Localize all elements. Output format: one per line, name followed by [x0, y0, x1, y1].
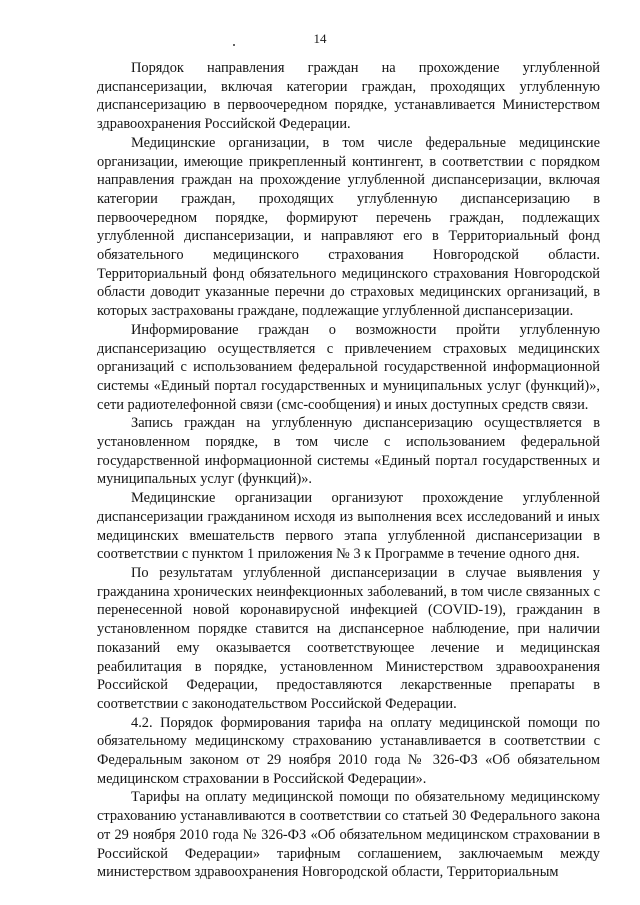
page-number: 14 — [313, 31, 327, 46]
scan-artifact-dot — [233, 44, 235, 46]
paragraph-tariffs: Тарифы на оплату медицинской помощи по обязательному медицинскому страхованию устанавливаются в соответствии со статьей 30 Федерального закона от 29 ноября 2010 года № 326-ФЗ «Об обязательном медицинском страховании в Российской Федерации» тарифным соглашением, заключаемым между министерством здравоохранения Новгородской области, Территориальным — [97, 789, 600, 881]
paragraph-referral-procedure: Порядок направления граждан на прохождение углубленной диспансеризации, включая категории граждан, проходящих углубленную диспансеризацию в первоочередном порядке, устанавливается Министерством здравоохранения Российской Федерации. — [97, 60, 600, 133]
paragraph-medical-organizations-lists: Медицинские организации, в том числе федеральные медицинские организации, имеющие прикрепленный контингент, в соответствии с порядком направления граждан на прохождение углубленной диспансеризации, включая категории граждан, проходящих углубленную диспансеризацию в первоочередном порядке, формируют перечень граждан, подлежащих углубленной диспансеризации, и направляют его в Территориальный фонд обязательного медицинского страхования Новгородской области. Территориальный фонд обязательного медицинского страхования Новгородской области доводит указанные перечни до страховых медицинских организаций, в которых застрахованы граждане, подлежащие углубленной диспансеризации. — [97, 134, 600, 320]
paragraph-registration: Запись граждан на углубленную диспансеризацию осуществляется в установленном порядке, в том числе с использованием федеральной государственной информационной системы «Единый портал государственных и муниципальных услуг (функций)». — [97, 415, 600, 488]
document-body — [97, 59, 600, 882]
paragraph-one-day-examination: Медицинские организации организуют прохождение углубленной диспансеризации гражданином исходя из выполнения всех исследований и иных медицинских вмешательств первого этапа углубленной диспансеризации в соответствии с пунктом 1 приложения № 3 к Программе в течение одного дня. — [97, 490, 600, 563]
paragraph-section-4-2: 4.2. Порядок формирования тарифа на оплату медицинской помощи по обязательному медицинскому страхованию устанавливается в соответствии с Федеральным законом от 29 ноября 2010 года № 326-ФЗ «Об обязательном медицинском страховании в Российской Федерации». — [97, 714, 600, 787]
paragraph-informing-citizens: Информирование граждан о возможности пройти углубленную диспансеризацию осуществляется с привлечением страховых медицинских организаций с использованием федеральной государственной информационной системы «Единый портал государственных и муниципальных услуг (функций)», сети радиотелефонной связи (смс-сообщения) и иных доступных средств связи. — [97, 321, 600, 413]
paragraph-results-follow-up: По результатам углубленной диспансеризации в случае выявления у гражданина хронических неинфекционных заболеваний, в том числе связанных с перенесенной новой коронавирусной инфекцией (COVID-19), гражданин в установленном порядке ставится на диспансерное наблюдение, при наличии показаний ему оказывается соответствующее лечение и медицинская реабилитация в порядке, установленном Министерством здравоохранения Российской Федерации, предоставляются лекарственные препараты в соответствии с законодательством Российской Федерации. — [97, 564, 600, 712]
